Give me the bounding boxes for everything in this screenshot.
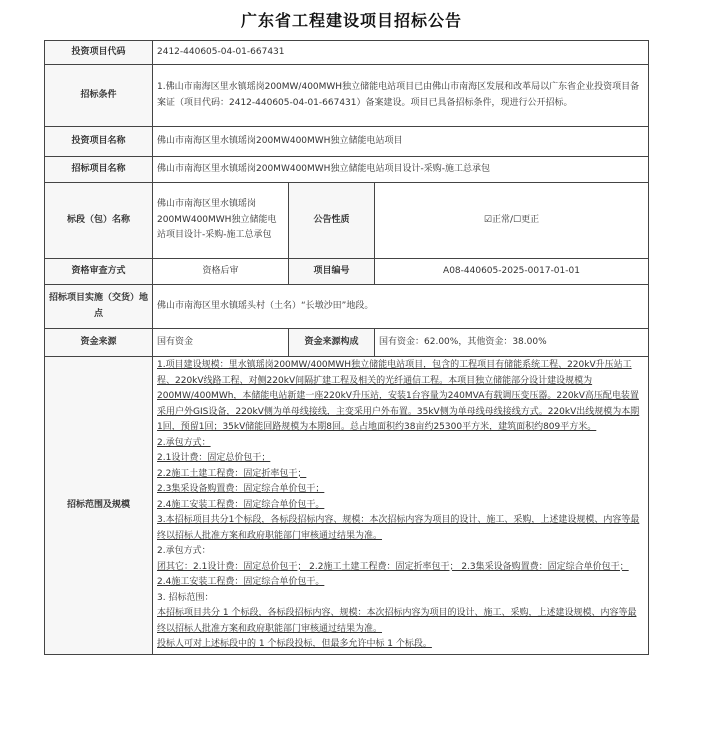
scope-line-8: 团其它：2.1设计费：固定总价包干； 2.2施工土建工程费：固定折率包干； 2.3集采设备购置费：固定综合单价包干； 2.4施工安装工程费：固定综合单价包干。 <box>157 561 629 587</box>
location-label: 招标项目实施（交货）地点 <box>45 285 153 329</box>
scope-line-6: 2.4施工安装工程费：固定综合单价包干。 <box>157 499 325 510</box>
invest-name-label: 投资项目名称 <box>45 127 153 157</box>
funding-value: 国有资金 <box>153 329 289 357</box>
funding-structure-label: 资金来源构成 <box>289 329 375 357</box>
scope-line-4: 2.2施工土建工程费：固定折率包干； <box>157 468 307 479</box>
scope-line-9: 本招标项目共分 1 个标段，各标段招标内容、规模：本次招标内容为项目的设计、施工、采购，上述建设规模、内容等最终以招标人批准方案和政府职能部门审核通过结果为准。 <box>157 608 637 634</box>
row-qualification <box>45 259 649 285</box>
row-funding <box>45 329 649 357</box>
row-scope <box>45 357 649 655</box>
scope-line-7: 3.本招标项目共分1个标段，各标段招标内容、规模：本次招标内容为项目的设计、施工、采购，上述建设规模、内容等最终以招标人批准方案和政府职能部门审核通过结果为准。 <box>157 515 640 541</box>
qualification-label: 资格审查方式 <box>45 259 153 285</box>
scope-label: 招标范围及规模 <box>45 357 153 655</box>
row-bid-name <box>45 157 649 183</box>
bid-name-value: 佛山市南海区里水镇瑶岗200MW400MWH独立储能电站项目设计-采购-施工总承包 <box>153 157 649 183</box>
scope-line-10: 投标人可对上述标段中的 1 个标段投标，但最多允许中标 1 个标段。 <box>157 639 432 649</box>
scope-line-1: 1.项目建设规模：里水镇瑶岗200MW/400MWH独立储能电站项目，包含的工程项目有储能系统工程、220kV升压站工程、220kV线路工程、对侧220kV间隔扩建工程及相关的光纤通信工程。本项目独立储能部分设计建设规模为200MW/400MWh，本储能电站新建一座220kV升压站，安装1台容量为240MVA有载调压变压器。220kV高压配电装置采用户外GIS设备，220kV侧为单母线接线，主变采用户外布置。35kV侧为单母线母线接线方式。220kV出线规模为本期1回，预留1回；35kV储能回路规模为本期8回。总占地面积约38亩约25300平方米，建筑面积约809平方米。 <box>157 360 640 432</box>
section-label: 标段（包）名称 <box>45 183 153 259</box>
nature-label: 公告性质 <box>289 183 375 259</box>
location-value: 佛山市南海区里水镇瑶头村（土名）“长墩沙田”地段。 <box>153 285 649 329</box>
funding-structure-value: 国有资金：62.00%，其他资金：38.00% <box>375 329 649 357</box>
scope-line-5: 2.3集采设备购置费：固定综合单价包干； <box>157 484 325 494</box>
section-value: 佛山市南海区里水镇瑶岗200MW400MWH独立储能电站项目设计-采购-施工总承包 <box>153 183 289 259</box>
row-project-code <box>45 41 649 65</box>
page-title: 广东省工程建设项目招标公告 <box>240 11 462 30</box>
project-number-value: A08-440605-2025-0017-01-01 <box>375 259 649 285</box>
scope-line-9-heading: 3. 招标范围： <box>157 592 214 603</box>
scope-line-3: 2.1设计费：固定总价包干； <box>157 453 271 463</box>
row-section <box>45 183 649 259</box>
announcement-table <box>44 40 649 655</box>
conditions-label: 招标条件 <box>45 65 153 127</box>
project-code-label: 投资项目代码 <box>45 41 153 65</box>
scope-content <box>153 357 649 655</box>
conditions-value: 1.佛山市南海区里水镇瑶岗200MW/400MWH独立储能电站项目已由佛山市南海区发展和改革局以广东省企业投资项目备案证（项目代码：2412-440605-04-01-667431）备案建设。项目已具备招标条件，现进行公开招标。 <box>153 65 649 127</box>
nature-value: ☑正常/☐更正 <box>375 183 649 259</box>
scope-line-8-heading: 2.承包方式： <box>157 546 211 556</box>
project-code-value: 2412-440605-04-01-667431 <box>153 41 649 65</box>
invest-name-value: 佛山市南海区里水镇瑶岗200MW400MWH独立储能电站项目 <box>153 127 649 157</box>
bid-name-label: 招标项目名称 <box>45 157 153 183</box>
row-location <box>45 285 649 329</box>
funding-label: 资金来源 <box>45 329 153 357</box>
scope-line-2: 2.承包方式： <box>157 437 211 448</box>
qualification-value: 资格后审 <box>153 259 289 285</box>
row-conditions <box>45 65 649 127</box>
row-invest-name <box>45 127 649 157</box>
project-number-label: 项目编号 <box>289 259 375 285</box>
